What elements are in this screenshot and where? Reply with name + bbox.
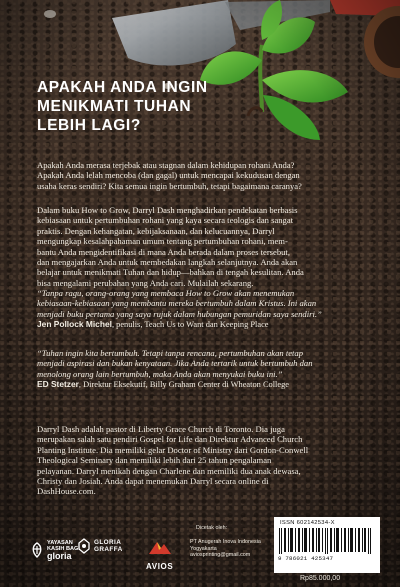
intro-line: usaha keras sendiri? Kita semua ingin bertumbuh, tetapi bagaimana caranya? [37, 180, 302, 191]
endorser-name: Jen Pollock Michel [37, 319, 112, 330]
yayasan-emblem-icon [30, 542, 44, 558]
description-line: kebiasaan untuk pertumbuhan rohani yang kaya secara teologis dan sangat [37, 215, 294, 226]
gloria-graffa-logo [78, 538, 123, 554]
endorsement-line: “Tanpa ragu, orang-orang yang membaca How to Grow akan menemukan [37, 288, 295, 298]
bio-line: merupakan salah satu pendiri Gospel for Life dan Direktur Advanced Church [37, 434, 303, 445]
description-line: Dalam buku How to Grow, Darryl Dash menghadirkan pendekatan berbasis [37, 205, 298, 215]
printed-by-label: Dicetak oleh: [196, 525, 228, 531]
endorsement-line: menolong orang lain bertumbuh, maka Anda akan menyukai buku ini.” [37, 368, 283, 379]
avios-name: AVIOS [146, 562, 174, 571]
gloria-emblem-icon [78, 538, 90, 554]
endorsement-line: menjadi aspirasi dan bukan kenyataan. Jika Anda tertarik untuk bertumbuh dan [37, 358, 313, 369]
endorsement-line: kebiasaan-kebiasaan yang membantu mereka bertumbuh dalam Kristus. Ini akan [37, 298, 317, 309]
endorsement-2 [37, 348, 375, 391]
endorser-role: , penulis, Teach Us to Want dan Keeping Place [111, 320, 269, 330]
isbn-label: ISSN 602142534-X [280, 520, 335, 526]
endorsement-line: “Tuhan ingin kita bertumbuh. Tetapi tanpa rencana, pertumbuhan akan tetap [37, 348, 304, 358]
gloria-line-2: GRAFFA [94, 546, 123, 553]
price-label: Rp85.000,00 [300, 575, 341, 582]
headline-line-1: APAKAH ANDA INGIN [37, 79, 208, 96]
description-line: mengungkap kesalahpahaman umum tentang pertumbuhan rohani, mem- [37, 236, 288, 247]
publisher-line: PT Anugerah Inova Indonesia [190, 539, 261, 545]
bio-line: Planting Institute. Dia memiliki gelar Doctor of Ministry dari Gordon-Conwell [37, 444, 309, 455]
barcode-digits: 9 786021 425347 [278, 555, 334, 562]
publisher-line: aviosprinting@gmail.com [190, 552, 251, 559]
publisher-info [190, 539, 261, 559]
bio-line: DashHouse.com. [37, 486, 96, 497]
description-line: bantu Anda mengidentifikasi di mana Anda berada dalam proses tersebut, [37, 246, 290, 257]
description-paragraph [37, 205, 375, 288]
headline-line-3: LEBIH LAGI? [37, 117, 141, 134]
endorsement-1 [37, 288, 375, 331]
yayasan-line-1: YAYASAN [47, 540, 73, 546]
intro-line: Apakah Anda merasa terjebak atau stagnan dalam kehidupan rohani Anda? [37, 160, 295, 170]
gloria-line-1: GLORIA [94, 538, 122, 546]
description-line: belajar untuk menikmati Tuhan dan hidup—bahkan di tengah kesulitan. Anda [37, 267, 304, 278]
endorser-name: ED Stetzer [37, 379, 79, 390]
avios-emblem-icon [147, 538, 173, 556]
barcode [274, 517, 380, 573]
avios-logo [146, 538, 173, 571]
yayasan-logo [30, 540, 80, 559]
endorsement-attribution [37, 379, 375, 390]
intro-paragraph [37, 160, 375, 191]
intro-line: Apakah Anda lelah mencoba (dan gagal) untuk mencapai kekudusan dengan [37, 170, 300, 181]
endorsement-attribution [37, 319, 375, 330]
yayasan-line-3: gloria [47, 550, 72, 561]
endorser-role: , Direktur Eksekutif, Billy Graham Center di Wheaton College [78, 380, 289, 390]
headline [37, 78, 257, 135]
bio-line: Christy dan Josiah. Anda dapat menemukan Darryl secara online di [37, 476, 269, 487]
barcode-bars [277, 528, 377, 554]
endorsement-line: menjadi buku pertama yang saya rujuk dalam hubungan pemuridan saya sendiri.” [37, 308, 322, 319]
description-line: praktis. Dengan kehangatan, kebijaksanaan, dan kelucuannya, Darryl [37, 225, 275, 236]
bio-line: pelayanan. Darryl menikah dengan Charlene dan memiliki dua anak dewasa, [37, 465, 301, 476]
description-line: dan mengajarkan Anda untuk membedakan langkah selanjutnya. Anda akan [37, 257, 298, 268]
description-line: bisa mengalami perubahan yang Anda cari. Mulailah sekarang. [37, 277, 254, 288]
publisher-line: Yogyakarta [190, 545, 217, 552]
yayasan-line-2: KASIH BAGI [47, 546, 80, 553]
headline-line-2: MENIKMATI TUHAN [37, 98, 192, 115]
author-bio [37, 424, 375, 497]
bio-line: Darryl Dash adalah pastor di Liberty Grace Church di Toronto. Dia juga [37, 424, 285, 434]
bio-line: Theological Seminary dan memiliki lebih dari 25 tahun pengalaman [37, 455, 272, 466]
